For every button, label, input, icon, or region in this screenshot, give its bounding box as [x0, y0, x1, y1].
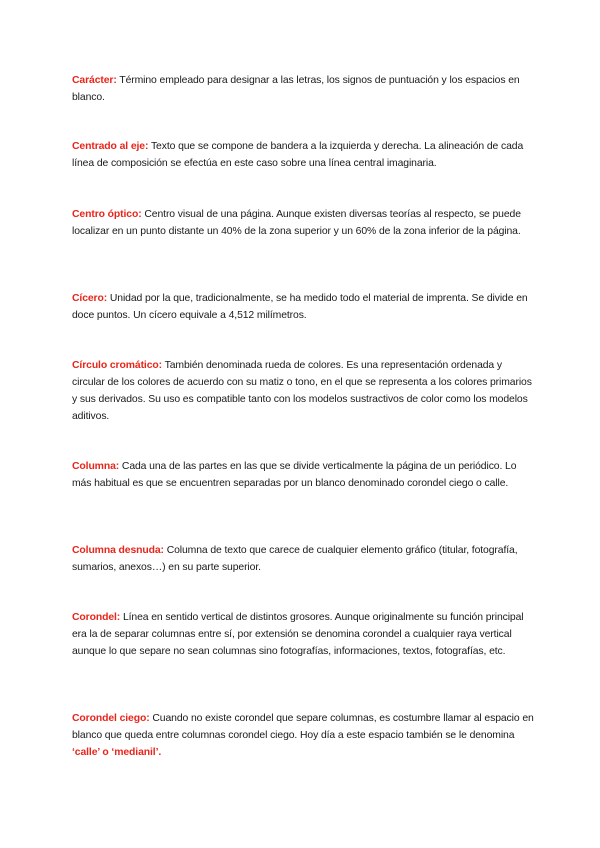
glossary-term: Círculo cromático:: [72, 360, 163, 371]
glossary-term: Columna:: [72, 461, 120, 472]
glossary-entry-cicero: [72, 290, 534, 324]
glossary-definition: Unidad por la que, tradicionalmente, se ha medido todo el material de imprenta. Se divide en doce puntos. Un cícero equivale a 4,512 milímetros.: [72, 293, 528, 321]
glossary-definition: Cuando no existe corondel que separe columnas, es costumbre llamar al espacio en blanco que queda entre columnas corondel ciego. Hoy día a este espacio también se le denomina: [72, 713, 534, 741]
glossary-term: Carácter:: [72, 75, 117, 86]
glossary-entry-caracter: [72, 72, 534, 106]
glossary-definition: Término empleado para designar a las letras, los signos de puntuación y los espacios en blanco.: [72, 75, 520, 103]
glossary-entry-corondel: [72, 609, 534, 660]
glossary-definition: Columna de texto que carece de cualquier elemento gráfico (titular, fotografía, sumarios, anexos…) en su parte superior.: [72, 545, 518, 573]
glossary-entry-centrado-al-eje: [72, 138, 534, 172]
glossary-highlight: ‘calle’ o ‘medianil’.: [72, 747, 162, 758]
glossary-definition: Cada una de las partes en las que se divide verticalmente la página de un periódico. Lo más habitual es que se encuentren separadas por un blanco denominado corondel ciego o calle.: [72, 461, 517, 489]
glossary-entry-centro-optico: [72, 206, 534, 240]
glossary-definition: Centro visual de una página. Aunque existen diversas teorías al respecto, se puede localizar en un punto distante un 40% de la zona superior y un 60% de la zona inferior de la página.: [72, 209, 521, 237]
glossary-term: Corondel:: [72, 612, 121, 623]
glossary-definition: Línea en sentido vertical de distintos grosores. Aunque originalmente su función principal era la de separar columnas entre sí, por extensión se denomina corondel a cualquier raya vertical aunque lo que separe no sean columnas sino fotografías, informaciones, textos, fotografías, etc.: [72, 612, 524, 657]
glossary-term: Cícero:: [72, 293, 108, 304]
glossary-term: Corondel ciego:: [72, 713, 150, 724]
glossary-entry-corondel-ciego: [72, 710, 534, 761]
glossary-entry-columna-desnuda: [72, 542, 534, 576]
glossary-term: Centro óptico:: [72, 209, 142, 220]
glossary-entry-columna: [72, 458, 534, 492]
glossary-term: Columna desnuda:: [72, 545, 164, 556]
glossary-definition: También denominada rueda de colores. Es una representación ordenada y circular de los colores de acuerdo con su matiz o tono, en el que se representa a los colores primarios y sus derivados. Su uso es compatible tanto con los modelos sustractivos de color como los modelos aditivos.: [72, 360, 532, 422]
glossary-entry-circulo-cromatico: [72, 357, 534, 425]
glossary-definition: Texto que se compone de bandera a la izquierda y derecha. La alineación de cada línea de composición se efectúa en este caso sobre una línea central imaginaria.: [72, 141, 524, 169]
glossary-term: Centrado al eje:: [72, 141, 149, 152]
